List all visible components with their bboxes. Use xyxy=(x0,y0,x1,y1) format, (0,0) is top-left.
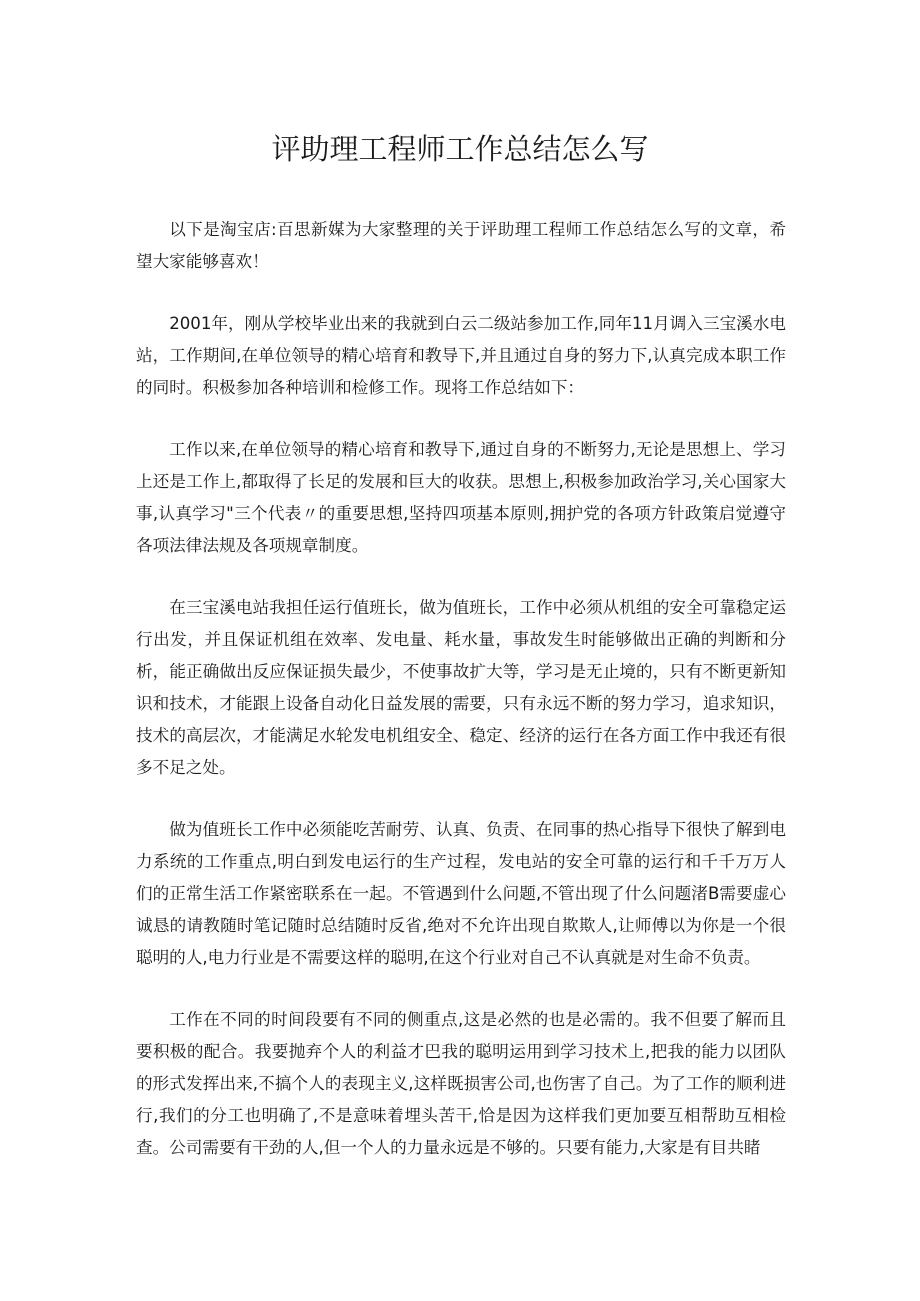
paragraph-shift-leader: 在三宝溪电站我担任运行值班长，做为值班长，工作中必须从机组的安全可靠稳定运行出发，并且保证机组在效率、发电量、耗水量，事故发生时能够做出正确的判断和分析，能正确做出反应保证损失最少，不使事故扩大等，学习是无止境的，只有不断更新知识和技术，才能跟上设备自动化日益发展的需要，只有永远不断的努力学习，追求知识，技术的高层次，才能满足水轮发电机组安全、稳定、经济的运行在各方面工作中我还有很多不足之处。 xyxy=(136,598,786,777)
paragraph-hardwork: 做为值班长工作中必须能吃苦耐劳、认真、负责、在同事的热心指导下很快了解到电力系统的工作重点,明白到发电运行的生产过程，发电站的安全可靠的运行和千千万万人们的正常生活工作紧密联系在一起。不管遇到什么问题,不管出现了什么问题渚B需要虚心诚恳的请教随时笔记随时总结随时反省,绝对不允许出现自欺欺人,让师傅以为你是一个很聪明的人,电力行业是不需要这样的聪明,在这个行业对自己不认真就是对生命不负责。 xyxy=(136,820,786,967)
document-title: 评助理工程师工作总结怎么写 xyxy=(271,132,649,166)
paragraph-intro: 以下是淘宝店:百思新媒为大家整理的关于评助理工程师工作总结怎么写的文章，希望大家能够喜欢！ xyxy=(136,220,786,271)
paragraph-teamwork: 工作在不同的时间段要有不同的侧重点,这是必然的也是必需的。我不但要了解而且要积极的配合。我要抛弃个人的利益才巴我的聪明运用到学习技术上,把我的能力以团队的形式发挥出来,不搞个人的表现主义,这样既损害公司,也伤害了自己。为了工作的顺利进行,我们的分工也明确了,不是意味着埋头苦干,恰是因为这样我们更加要互相帮助互相检查。公司需要有干劲的人,但一个人的力量永远是不够的。只要有能力,大家是有目共睹 xyxy=(136,1010,786,1157)
paragraph-ideology: 工作以来,在单位领导的精心培育和教导下,通过自身的不断努力,无论是思想上、学习上还是工作上,都取得了长足的发展和巨大的收获。思想上,积极参加政治学习,关心国家大事,认真学习"三个代表〃的重要思想,坚持四项基本原则,拥护党的各项方针政策启觉遵守各项法律法规及各项规章制度。 xyxy=(136,440,786,555)
document-body xyxy=(136,214,786,1194)
paragraph-2001: 2001年，刚从学校毕业出来的我就到白云二级站参加工作,同年11月调入三宝溪水电站，工作期间,在单位领导的精心培育和教导下,并且通过自身的努力下,认真完成本职工作的同时。积极参加各种培训和检修工作。现将工作总结如下： xyxy=(136,314,786,397)
